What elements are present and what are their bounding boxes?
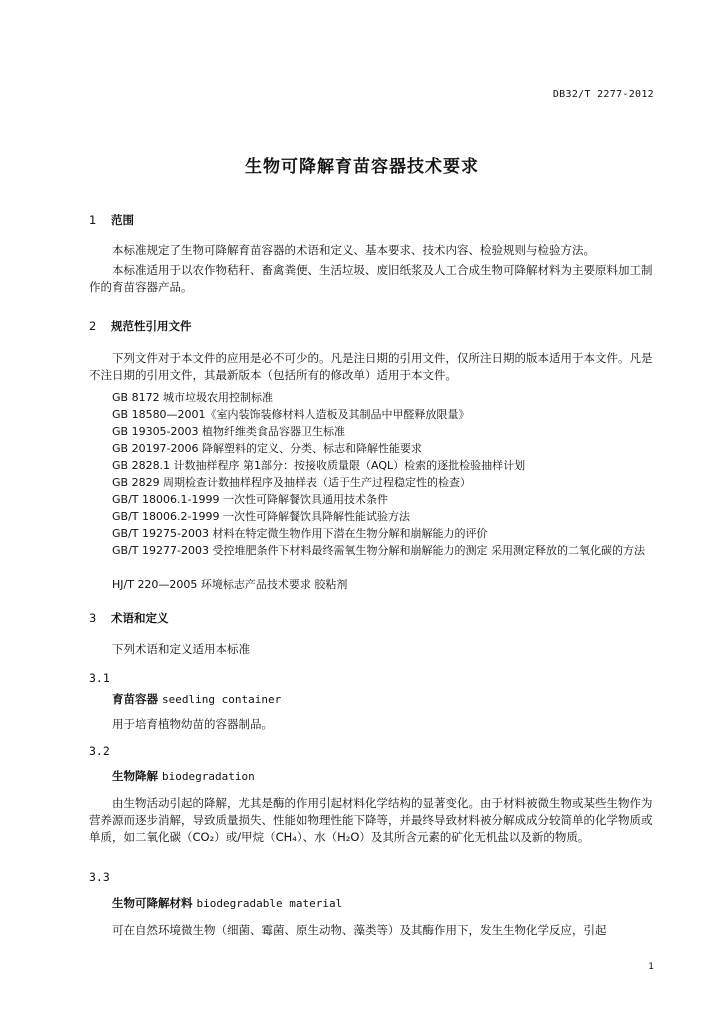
section-3-title: 术语和定义 [111, 611, 169, 625]
section-2-intro: 下列文件对于本文件的应用是必不可少的。凡是注日期的引用文件，仅所注日期的版本适用于本文件。凡是不注日期的引用文件，其最新版本（包括所有的修改单）适用于本文件。 [89, 351, 653, 382]
reference-item: GB/T 19277-2003 受控堆肥条件下材料最终需氧生物分解和崩解能力的测定 采用测定释放的二氧化碳的方法 [112, 544, 645, 557]
reference-item: GB 18580—2001《室内装饰装修材料人造板及其制品中甲醛释放限量》 [112, 408, 470, 421]
reference-item: GB 2829 周期检查计数抽样程序及抽样表（适于生产过程稳定性的检查） [112, 476, 472, 489]
term-english: biodegradation [162, 770, 255, 783]
term-number: 3.3 [89, 870, 110, 884]
term-english: biodegradable material [196, 897, 343, 910]
term-english: seedling container [162, 693, 282, 706]
section-1-paragraph-1: 本标准规定了生物可降解育苗容器的术语和定义、基本要求、技术内容、检验规则与检验方法。 [112, 243, 595, 257]
section-3-heading [89, 610, 169, 626]
reference-item: GB/T 19275-2003 材料在特定微生物作用下潜在生物分解和崩解能力的评价 [112, 527, 488, 540]
term-number: 3.1 [89, 671, 110, 685]
reference-item: GB 2828.1 计数抽样程序 第1部分：按接收质量限（AQL）检索的逐批检验抽样计划 [112, 459, 526, 472]
doc-code: DB32/T 2277-2012 [552, 89, 654, 100]
section-1-number: 1 [89, 213, 97, 227]
term-heading [112, 691, 281, 707]
section-2-title: 规范性引用文件 [111, 319, 192, 333]
term-heading [112, 768, 255, 784]
section-2-number: 2 [89, 319, 97, 333]
reference-item: GB 19305-2003 植物纤维类食品容器卫生标准 [112, 425, 346, 438]
reference-item: GB 20197-2006 降解塑料的定义、分类、标志和降解性能要求 [112, 442, 423, 455]
term-definition: 可在自然环境微生物（细菌、霉菌、原生动物、藻类等）及其酶作用下，发生生物化学反应，引起 [112, 923, 607, 937]
section-2-heading [89, 318, 192, 334]
page-number: 1 [648, 962, 654, 972]
section-3-intro: 下列术语和定义适用本标准 [112, 642, 250, 656]
section-1-heading [89, 212, 134, 228]
term-number: 3.2 [89, 744, 110, 758]
reference-item: GB/T 18006.1-1999 一次性可降解餐饮具通用技术条件 [112, 493, 388, 506]
term-definition: 用于培育植物幼苗的容器制品。 [112, 717, 273, 731]
document-title: 生物可降解育苗容器技术要求 [245, 157, 479, 177]
term-heading [112, 895, 342, 911]
reference-item: GB 8172 城市垃圾农用控制标准 [112, 391, 274, 404]
section-1-paragraph-2: 本标准适用于以农作物秸秆、畜禽粪便、生活垃圾、废旧纸浆及人工合成生物可降解材料为主要原料加工制作的育苗容器产品。 [89, 263, 653, 294]
reference-item: HJ/T 220—2005 环境标志产品技术要求 胶粘剂 [112, 578, 348, 591]
reference-item: GB/T 18006.2-1999 一次性可降解餐饮具降解性能试验方法 [112, 510, 410, 523]
term-chinese: 生物降解 [112, 769, 158, 783]
term-chinese: 育苗容器 [112, 692, 158, 706]
section-1-title: 范围 [111, 213, 134, 227]
term-chinese: 生物可降解材料 [112, 896, 193, 910]
section-3-number: 3 [89, 611, 97, 625]
term-definition: 由生物活动引起的降解，尤其是酶的作用引起材料化学结构的显著变化。由于材料被微生物或某些生物作为营养源而逐步消解，导致质量损失、性能如物理性能下降等，并最终导致材料被分解成成分较简单的化学物质或单质，如二氧化碳（CO₂）或/甲烷（CH₄）、水（H₂O）及其所含元素的矿化无机盐以及新的物质。 [89, 796, 653, 844]
